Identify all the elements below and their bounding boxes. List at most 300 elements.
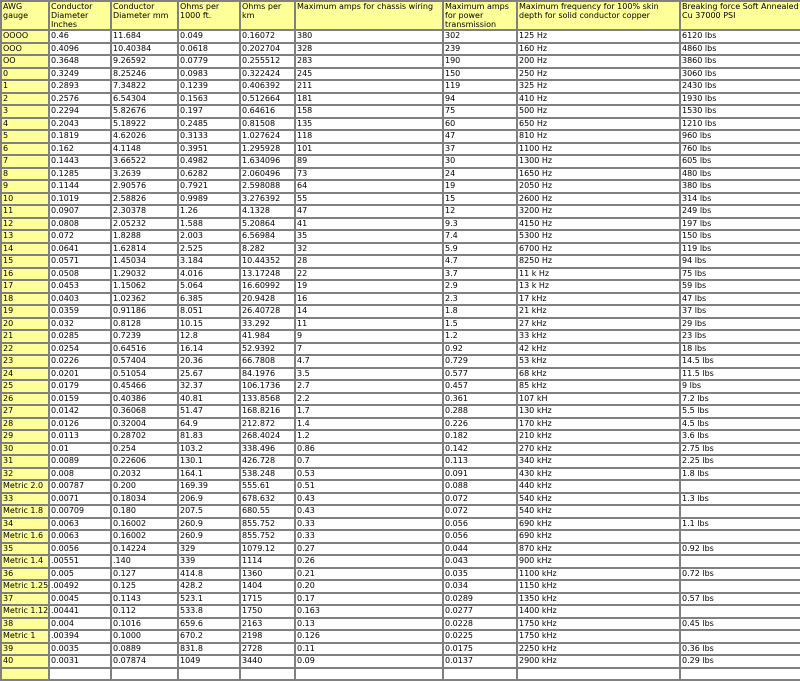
table-cell: 0.17 — [295, 593, 443, 606]
awg-gauge-cell: OOOO — [1, 30, 49, 43]
table-cell: 0.044 — [443, 543, 517, 556]
table-cell: 11.5 lbs — [680, 368, 800, 381]
table-cell: 325 Hz — [517, 80, 680, 93]
table-cell: 680.55 — [240, 505, 295, 518]
table-cell: 0.180 — [111, 505, 178, 518]
table-cell: 0.005 — [49, 568, 111, 581]
table-cell: 0.33 — [295, 530, 443, 543]
table-cell: 0.0254 — [49, 343, 111, 356]
table-cell: 0.008 — [49, 468, 111, 481]
table-cell: 197 lbs — [680, 218, 800, 231]
table-cell: 4.7 — [443, 255, 517, 268]
table-cell: 4150 Hz — [517, 218, 680, 231]
table-cell: 0.032 — [49, 318, 111, 331]
table-cell: 150 lbs — [680, 230, 800, 243]
header-cell: Conductor Diameter mm — [111, 1, 178, 30]
table-cell: 428.2 — [178, 580, 240, 593]
table-cell: 0.163 — [295, 605, 443, 618]
table-cell: 0.7239 — [111, 330, 178, 343]
table-cell: 32 — [295, 243, 443, 256]
table-cell: 37 lbs — [680, 305, 800, 318]
table-cell: 0.255512 — [240, 55, 295, 68]
table-cell: 0.0508 — [49, 268, 111, 281]
table-cell — [680, 605, 800, 618]
table-cell: 1.02362 — [111, 293, 178, 306]
table-cell: 0.0779 — [178, 55, 240, 68]
table-row — [1, 30, 800, 43]
awg-gauge-cell: 36 — [1, 568, 49, 581]
table-cell: 2600 Hz — [517, 193, 680, 206]
table-cell: 0.72 lbs — [680, 568, 800, 581]
table-cell: 870 kHz — [517, 543, 680, 556]
table-cell: 0.27 — [295, 543, 443, 556]
table-row — [1, 468, 800, 481]
table-cell: 1.1 lbs — [680, 518, 800, 531]
table-cell: 1.29032 — [111, 268, 178, 281]
table-cell: 68 kHz — [517, 368, 680, 381]
table-cell: 2163 — [240, 618, 295, 631]
table-cell: 0.0063 — [49, 518, 111, 531]
table-cell: 0.57404 — [111, 355, 178, 368]
table-cell: 0.33 — [295, 518, 443, 531]
table-cell — [680, 530, 800, 543]
table-cell — [111, 668, 178, 681]
awg-gauge-cell: 31 — [1, 455, 49, 468]
table-cell: 0.46 — [49, 30, 111, 43]
table-row — [1, 493, 800, 506]
table-cell: 4.62026 — [111, 130, 178, 143]
table-cell: 0.43 — [295, 493, 443, 506]
table-cell: 7 — [295, 343, 443, 356]
table-cell: 260.9 — [178, 518, 240, 531]
awg-gauge-cell: 26 — [1, 393, 49, 406]
table-row — [1, 218, 800, 231]
table-cell: 64 — [295, 180, 443, 193]
table-cell: 4.1148 — [111, 143, 178, 156]
table-cell: 0.09 — [295, 655, 443, 668]
table-cell: 0.36068 — [111, 405, 178, 418]
table-cell: 11 k Hz — [517, 268, 680, 281]
table-cell: 33 kHz — [517, 330, 680, 343]
table-cell: 14 — [295, 305, 443, 318]
table-row — [1, 193, 800, 206]
table-cell: .00441 — [49, 605, 111, 618]
table-cell: 340 kHz — [517, 455, 680, 468]
table-cell: .00394 — [49, 630, 111, 643]
table-cell: 5.9 — [443, 243, 517, 256]
table-cell: 0.056 — [443, 518, 517, 531]
awg-gauge-cell: 8 — [1, 168, 49, 181]
table-cell: 1.8288 — [111, 230, 178, 243]
table-row — [1, 668, 800, 681]
awg-gauge-cell: 10 — [1, 193, 49, 206]
table-row — [1, 443, 800, 456]
header-cell: Maximum amps for power transmission — [443, 1, 517, 30]
table-cell: 6.56984 — [240, 230, 295, 243]
table-cell: 302 — [443, 30, 517, 43]
table-cell: 94 — [443, 93, 517, 106]
table-row — [1, 318, 800, 331]
table-cell: 3060 lbs — [680, 68, 800, 81]
table-cell: 0.0179 — [49, 380, 111, 393]
header-cell: Conductor Diameter Inches — [49, 1, 111, 30]
table-cell: 150 — [443, 68, 517, 81]
table-cell: 1750 — [240, 605, 295, 618]
table-cell: 1400 kHz — [517, 605, 680, 618]
table-cell: 0.0453 — [49, 280, 111, 293]
table-row — [1, 343, 800, 356]
awg-gauge-cell: 38 — [1, 618, 49, 631]
table-cell: 20.36 — [178, 355, 240, 368]
table-cell: 2.003 — [178, 230, 240, 243]
table-cell: 0.29 lbs — [680, 655, 800, 668]
table-cell: 0.20 — [295, 580, 443, 593]
table-cell: 9 lbs — [680, 380, 800, 393]
table-cell: 118 — [295, 130, 443, 143]
table-row — [1, 655, 800, 668]
table-cell: 51.47 — [178, 405, 240, 418]
table-cell: 500 Hz — [517, 105, 680, 118]
table-cell: 1210 lbs — [680, 118, 800, 131]
table-row — [1, 405, 800, 418]
table-cell: 1.3 lbs — [680, 493, 800, 506]
table-cell: 1750 kHz — [517, 630, 680, 643]
table-row — [1, 630, 800, 643]
table-cell: 13 k Hz — [517, 280, 680, 293]
table-cell: .00492 — [49, 580, 111, 593]
table-row — [1, 118, 800, 131]
table-cell: 0.1016 — [111, 618, 178, 631]
table-cell: 0.0045 — [49, 593, 111, 606]
table-cell: 0.9989 — [178, 193, 240, 206]
table-cell: 480 lbs — [680, 168, 800, 181]
table-cell: 1300 Hz — [517, 155, 680, 168]
table-cell: 1100 Hz — [517, 143, 680, 156]
table-cell: 1.2 — [443, 330, 517, 343]
table-cell: 0.92 lbs — [680, 543, 800, 556]
table-cell: 6.385 — [178, 293, 240, 306]
table-cell: 0.01 — [49, 443, 111, 456]
table-cell: 212.872 — [240, 418, 295, 431]
table-cell: 0.2032 — [111, 468, 178, 481]
table-cell: 47 — [295, 205, 443, 218]
header-cell: Maximum frequency for 100% skin depth for solid conductor copper — [517, 1, 680, 30]
table-row — [1, 380, 800, 393]
table-cell: 0.125 — [111, 580, 178, 593]
table-cell: 52.9392 — [240, 343, 295, 356]
table-cell: 25.67 — [178, 368, 240, 381]
table-cell: 0.16072 — [240, 30, 295, 43]
table-row — [1, 68, 800, 81]
table-cell: 1.5 — [443, 318, 517, 331]
table-cell: 5.18922 — [111, 118, 178, 131]
awg-gauge-cell: 14 — [1, 243, 49, 256]
table-cell: .140 — [111, 555, 178, 568]
table-cell: 0.035 — [443, 568, 517, 581]
awg-gauge-cell: 34 — [1, 518, 49, 531]
table-cell: 170 kHz — [517, 418, 680, 431]
table-cell: 440 kHz — [517, 480, 680, 493]
awg-gauge-cell: Metric 1 — [1, 630, 49, 643]
table-cell: 2.75 lbs — [680, 443, 800, 456]
table-cell: 23 lbs — [680, 330, 800, 343]
table-cell: 47 — [443, 130, 517, 143]
table-cell: 2.7 — [295, 380, 443, 393]
table-cell — [443, 668, 517, 681]
table-row — [1, 480, 800, 493]
table-cell: 30 — [443, 155, 517, 168]
table-cell — [517, 668, 680, 681]
table-cell: 1350 kHz — [517, 593, 680, 606]
table-cell: 0.00787 — [49, 480, 111, 493]
table-cell: 26.40728 — [240, 305, 295, 318]
awg-gauge-cell: 30 — [1, 443, 49, 456]
table-row — [1, 393, 800, 406]
table-cell: 2198 — [240, 630, 295, 643]
table-cell: 8.282 — [240, 243, 295, 256]
table-cell: 1404 — [240, 580, 295, 593]
table-cell: 2.30378 — [111, 205, 178, 218]
table-cell: 0.3951 — [178, 143, 240, 156]
awg-gauge-cell: 9 — [1, 180, 49, 193]
table-cell: 0.26 — [295, 555, 443, 568]
table-cell: 190 — [443, 55, 517, 68]
table-cell: 1.15062 — [111, 280, 178, 293]
table-cell: 249 lbs — [680, 205, 800, 218]
table-cell: 0.056 — [443, 530, 517, 543]
table-cell: 1114 — [240, 555, 295, 568]
table-cell: 3860 lbs — [680, 55, 800, 68]
table-cell: 24 — [443, 168, 517, 181]
awg-gauge-cell: 23 — [1, 355, 49, 368]
table-cell: 19 — [443, 180, 517, 193]
table-cell: 0.0137 — [443, 655, 517, 668]
table-cell: 207.5 — [178, 505, 240, 518]
table-cell: 250 Hz — [517, 68, 680, 81]
table-cell: 7.4 — [443, 230, 517, 243]
table-cell: 760 lbs — [680, 143, 800, 156]
table-cell: 0.2485 — [178, 118, 240, 131]
table-cell: 2.58826 — [111, 193, 178, 206]
table-cell: 0.0063 — [49, 530, 111, 543]
table-cell — [49, 668, 111, 681]
table-cell: 6120 lbs — [680, 30, 800, 43]
table-cell: 0.32004 — [111, 418, 178, 431]
table-cell: 0.0226 — [49, 355, 111, 368]
table-cell: 0.049 — [178, 30, 240, 43]
table-cell: 0.0889 — [111, 643, 178, 656]
table-cell: 0.0113 — [49, 430, 111, 443]
table-cell: 3.66522 — [111, 155, 178, 168]
table-cell: 0.1143 — [111, 593, 178, 606]
header-cell: AWG gauge — [1, 1, 49, 30]
table-cell: 20.9428 — [240, 293, 295, 306]
table-cell: 0.457 — [443, 380, 517, 393]
table-cell: 239 — [443, 43, 517, 56]
table-cell: 339 — [178, 555, 240, 568]
table-cell: 4860 lbs — [680, 43, 800, 56]
table-cell: 2.525 — [178, 243, 240, 256]
table-cell: 19 — [295, 280, 443, 293]
table-cell: 1.26 — [178, 205, 240, 218]
table-cell: 32.37 — [178, 380, 240, 393]
awg-gauge-cell: 18 — [1, 293, 49, 306]
header-cell: Breaking force Soft Annealed Cu 37000 PSI — [680, 1, 800, 30]
table-cell: 7.34822 — [111, 80, 178, 93]
table-cell: 0.126 — [295, 630, 443, 643]
table-cell: 1.8 lbs — [680, 468, 800, 481]
table-cell: 0.1000 — [111, 630, 178, 643]
table-cell: 27 kHz — [517, 318, 680, 331]
table-cell: 10.15 — [178, 318, 240, 331]
table-row — [1, 280, 800, 293]
table-cell: 41.984 — [240, 330, 295, 343]
table-row — [1, 80, 800, 93]
table-row — [1, 518, 800, 531]
table-cell — [680, 505, 800, 518]
table-cell: 53 kHz — [517, 355, 680, 368]
table-cell: 5.064 — [178, 280, 240, 293]
table-cell: 245 — [295, 68, 443, 81]
table-cell: 533.8 — [178, 605, 240, 618]
table-row — [1, 55, 800, 68]
table-cell: 1.62814 — [111, 243, 178, 256]
table-cell: 540 kHz — [517, 493, 680, 506]
table-cell: 831.8 — [178, 643, 240, 656]
table-cell: 181 — [295, 93, 443, 106]
table-cell: 2.9 — [443, 280, 517, 293]
table-cell: 0.40386 — [111, 393, 178, 406]
table-cell: 430 kHz — [517, 468, 680, 481]
table-row — [1, 230, 800, 243]
table-cell — [680, 555, 800, 568]
table-row — [1, 293, 800, 306]
table-cell: 0.0277 — [443, 605, 517, 618]
table-cell: 47 lbs — [680, 293, 800, 306]
table-row — [1, 205, 800, 218]
table-cell: 0.4982 — [178, 155, 240, 168]
table-cell: 523.1 — [178, 593, 240, 606]
table-cell: 60 — [443, 118, 517, 131]
table-cell: 855.752 — [240, 530, 295, 543]
awg-gauge-cell: 0 — [1, 68, 49, 81]
table-cell: 119 lbs — [680, 243, 800, 256]
table-cell: 0.91186 — [111, 305, 178, 318]
table-cell: 0.0403 — [49, 293, 111, 306]
table-cell: 678.632 — [240, 493, 295, 506]
table-cell: 3.184 — [178, 255, 240, 268]
table-cell: 0.0225 — [443, 630, 517, 643]
table-cell: 0.14224 — [111, 543, 178, 556]
table-cell: 9.3 — [443, 218, 517, 231]
table-cell: 338.496 — [240, 443, 295, 456]
table-cell: 0.0201 — [49, 368, 111, 381]
table-row — [1, 643, 800, 656]
table-cell: 0.0228 — [443, 618, 517, 631]
table-cell: 8.25246 — [111, 68, 178, 81]
awg-gauge-cell: Metric 1.12 — [1, 605, 49, 618]
table-cell: 0.043 — [443, 555, 517, 568]
table-row — [1, 330, 800, 343]
awg-gauge-cell: 2 — [1, 93, 49, 106]
table-cell: 0.577 — [443, 368, 517, 381]
awg-gauge-cell: 6 — [1, 143, 49, 156]
table-cell: 0.200 — [111, 480, 178, 493]
table-cell: 0.51054 — [111, 368, 178, 381]
table-cell: 0.113 — [443, 455, 517, 468]
table-cell: 0.1563 — [178, 93, 240, 106]
table-row — [1, 543, 800, 556]
table-cell: 37 — [443, 143, 517, 156]
table-cell: 0.1144 — [49, 180, 111, 193]
table-cell: 0.091 — [443, 468, 517, 481]
table-row — [1, 530, 800, 543]
table-cell: 0.64516 — [111, 343, 178, 356]
table-cell: 81.83 — [178, 430, 240, 443]
awg-gauge-cell: 4 — [1, 118, 49, 131]
table-cell: 33.292 — [240, 318, 295, 331]
table-cell: 2050 Hz — [517, 180, 680, 193]
table-cell: 1930 lbs — [680, 93, 800, 106]
table-cell: 0.92 — [443, 343, 517, 356]
awg-gauge-cell: 32 — [1, 468, 49, 481]
table-cell: 1.588 — [178, 218, 240, 231]
table-cell: 0.00709 — [49, 505, 111, 518]
table-cell: 168.8216 — [240, 405, 295, 418]
awg-gauge-cell: 33 — [1, 493, 49, 506]
table-cell: 810 Hz — [517, 130, 680, 143]
table-cell: 260.9 — [178, 530, 240, 543]
header-row — [1, 1, 800, 30]
table-row — [1, 43, 800, 56]
table-cell: 270 kHz — [517, 443, 680, 456]
table-cell: 84.1976 — [240, 368, 295, 381]
table-cell: 59 lbs — [680, 280, 800, 293]
awg-gauge-cell — [1, 668, 49, 681]
table-cell: 21 kHz — [517, 305, 680, 318]
table-cell: 0.86 — [295, 443, 443, 456]
table-cell: 1715 — [240, 593, 295, 606]
table-cell: 4.5 lbs — [680, 418, 800, 431]
table-cell: 0.288 — [443, 405, 517, 418]
table-cell: 900 kHz — [517, 555, 680, 568]
table-cell: 0.0808 — [49, 218, 111, 231]
table-cell: 2.060496 — [240, 168, 295, 181]
awg-gauge-cell: Metric 2.0 — [1, 480, 49, 493]
awg-gauge-cell: Metric 1.8 — [1, 505, 49, 518]
awg-gauge-cell: 27 — [1, 405, 49, 418]
table-cell: 0.21 — [295, 568, 443, 581]
table-cell: 0.0289 — [443, 593, 517, 606]
table-row — [1, 368, 800, 381]
table-cell: 0.2893 — [49, 80, 111, 93]
table-cell: 0.127 — [111, 568, 178, 581]
table-cell: 0.034 — [443, 580, 517, 593]
table-cell: 133.8568 — [240, 393, 295, 406]
table-cell: 0.22606 — [111, 455, 178, 468]
table-cell: 9 — [295, 330, 443, 343]
table-cell: 0.16002 — [111, 530, 178, 543]
table-cell: 0.112 — [111, 605, 178, 618]
table-row — [1, 243, 800, 256]
table-cell: 101 — [295, 143, 443, 156]
table-cell: 2.2 — [295, 393, 443, 406]
table-cell: 2250 kHz — [517, 643, 680, 656]
table-cell: 66.7808 — [240, 355, 295, 368]
table-cell: 1079.12 — [240, 543, 295, 556]
table-cell: 2.25 lbs — [680, 455, 800, 468]
table-cell — [680, 630, 800, 643]
